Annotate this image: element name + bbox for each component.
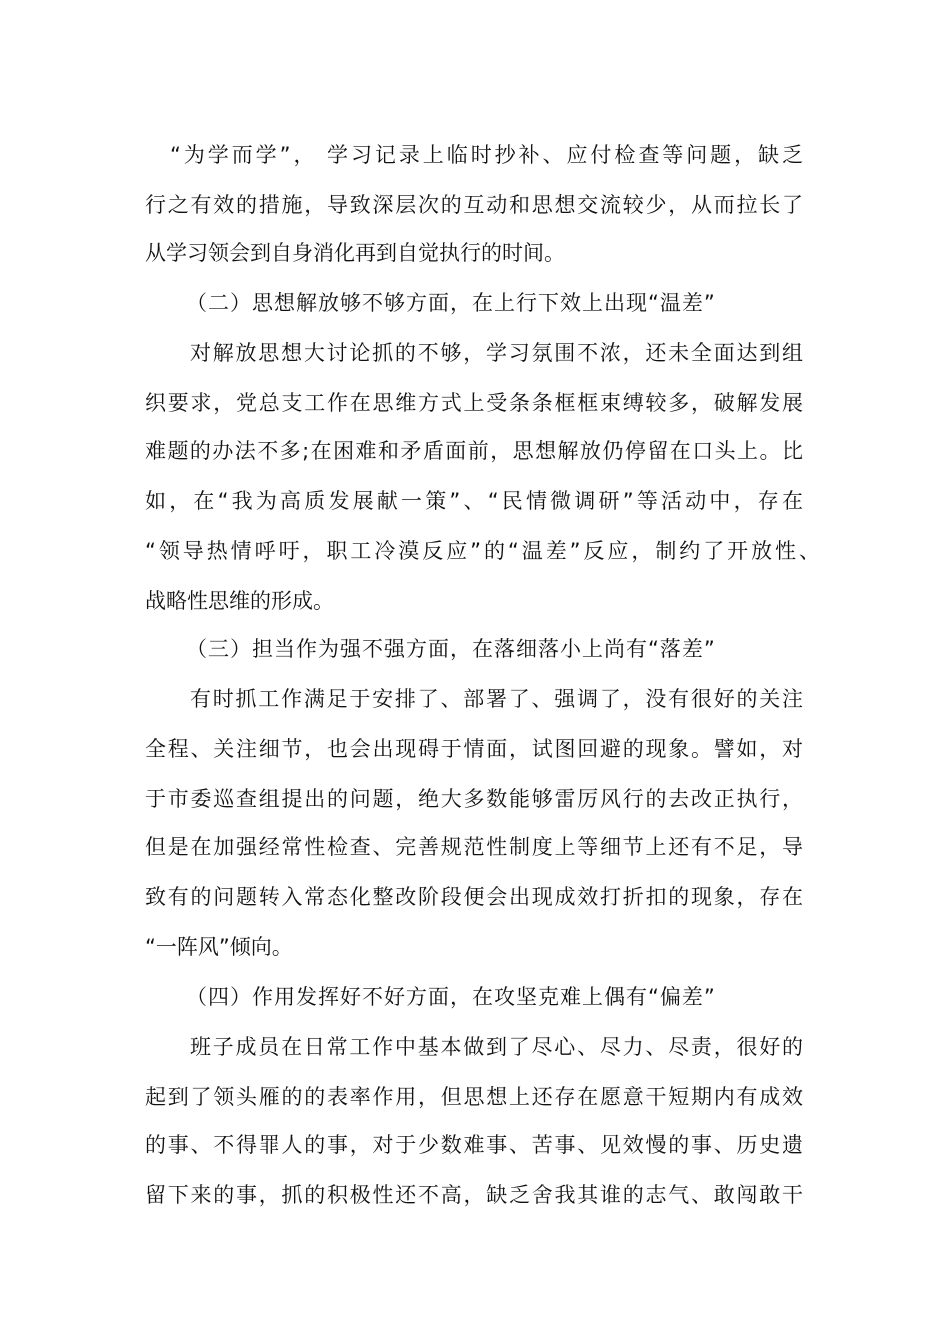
paragraph-line: “为学而学”， 学习记录上临时抄补、应付检查等问题，缺乏 (170, 143, 803, 167)
section-heading: （四）作用发挥好不好方面，在攻坚克难上偶有“偏差” (186, 985, 716, 1009)
section-heading: （三）担当作为强不强方面，在落细落小上尚有“落差” (186, 637, 716, 661)
section-heading: （二）思想解放够不够方面，在上行下效上出现“温差” (186, 291, 716, 315)
paragraph-line: 难题的办法不多;在困难和矛盾面前，思想解放仍停留在口头上。比 (145, 439, 803, 463)
paragraph-line: 从学习领会到自身消化再到自觉执行的时间。 (145, 241, 565, 265)
paragraph-line: 行之有效的措施，导致深层次的互动和思想交流较少，从而拉长了 (145, 193, 803, 217)
paragraph-line: 留下来的事，抓的积极性还不高，缺乏舍我其谁的志气、敢闯敢干 (145, 1183, 803, 1207)
paragraph-line: 于市委巡查组提出的问题，绝大多数能够雷厉风行的去改正执行， (145, 787, 803, 811)
paragraph-line: 致有的问题转入常态化整改阶段便会出现成效打折扣的现象，存在 (145, 885, 803, 909)
paragraph-line: 班子成员在日常工作中基本做到了尽心、尽力、尽责，很好的 (190, 1035, 803, 1059)
paragraph-line: “一阵风”倾向。 (145, 935, 293, 959)
paragraph-line: 对解放思想大讨论抓的不够，学习氛围不浓，还未全面达到组 (190, 341, 803, 365)
paragraph-line: 战略性思维的形成。 (145, 589, 334, 613)
paragraph-line: “领导热情呼吁，职工冷漠反应”的“温差”反应，制约了开放性、 (145, 539, 820, 563)
paragraph-line: 全程、关注细节，也会出现碍于情面，试图回避的现象。譬如，对 (145, 737, 803, 761)
paragraph-line: 的事、不得罪人的事，对于少数难事、苦事、见效慢的事、历史遗 (145, 1133, 803, 1157)
paragraph-line: 起到了领头雁的的表率作用，但思想上还存在愿意干短期内有成效 (145, 1085, 803, 1109)
paragraph-line: 织要求，党总支工作在思维方式上受条条框框束缚较多，破解发展 (145, 391, 803, 415)
paragraph-line: 有时抓工作满足于安排了、部署了、强调了，没有很好的关注 (190, 687, 803, 711)
paragraph-line: 如，在“我为高质发展献一策”、“民情微调研”等活动中，存在 (145, 489, 803, 513)
paragraph-line: 但是在加强经常性检查、完善规范性制度上等细节上还有不足，导 (145, 835, 803, 859)
